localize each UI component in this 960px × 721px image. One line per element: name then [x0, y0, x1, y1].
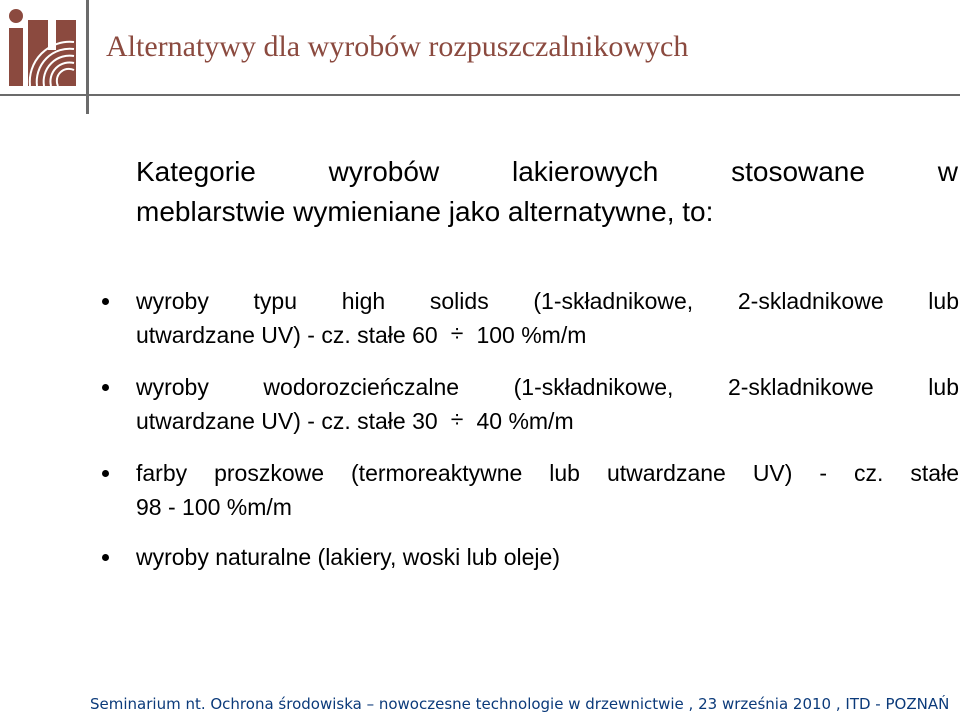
bullet-line-1: wyroby wodorozcieńczalne (1-składnikowe, 2-skladnikowe lub [136, 374, 959, 400]
bullet-line-2 [136, 408, 574, 434]
bullet-item-natural [136, 540, 959, 574]
bullet-line-2-prefix: utwardzane UV) - cz. stałe 60 [136, 322, 438, 348]
bullet-line-2 [136, 322, 586, 348]
bullet-line-2-prefix: utwardzane UV) - cz. stałe 30 [136, 408, 438, 434]
bullet-line-1: farby proszkowe (termoreaktywne lub utwardzane UV) - cz. stałe [136, 460, 959, 486]
footer-text: Seminarium nt. Ochrona środowiska – nowoczesne technologie w drzewnictwie , 23 września 2010 , ITD - POZNAŃ [90, 695, 950, 713]
bullet-dot-icon [102, 298, 109, 305]
bullet-item-powder [136, 456, 959, 524]
header-vertical-rule [86, 0, 89, 114]
divide-symbol: ÷ [450, 320, 464, 346]
bullet-item-high-solids [136, 284, 959, 352]
bullet-line-1: wyroby naturalne (lakiery, woski lub oleje) [136, 544, 560, 570]
header-horizontal-rule [0, 94, 960, 96]
bullet-line-2-suffix: 40 %m/m [476, 408, 574, 434]
bullet-dot-icon [102, 384, 109, 391]
bullet-dot-icon [102, 554, 109, 561]
intro-paragraph [136, 152, 958, 232]
intro-line-1: Kategorie wyrobów lakierowych stosowane w [136, 156, 958, 187]
intro-line-2: meblarstwie wymieniane jako alternatywne, to: [136, 196, 714, 227]
bullet-line-2: 98 - 100 %m/m [136, 494, 292, 520]
bullet-line-1: wyroby typu high solids (1-składnikowe, 2-skladnikowe lub [136, 288, 959, 314]
itd-logo-icon [4, 2, 80, 94]
bullet-item-waterborne [136, 370, 959, 438]
bullet-dot-icon [102, 470, 109, 477]
bullet-line-2-suffix: 100 %m/m [476, 322, 587, 348]
slide-title: Alternatywy dla wyrobów rozpuszczalnikowych [106, 30, 689, 63]
divide-symbol: ÷ [450, 406, 464, 432]
